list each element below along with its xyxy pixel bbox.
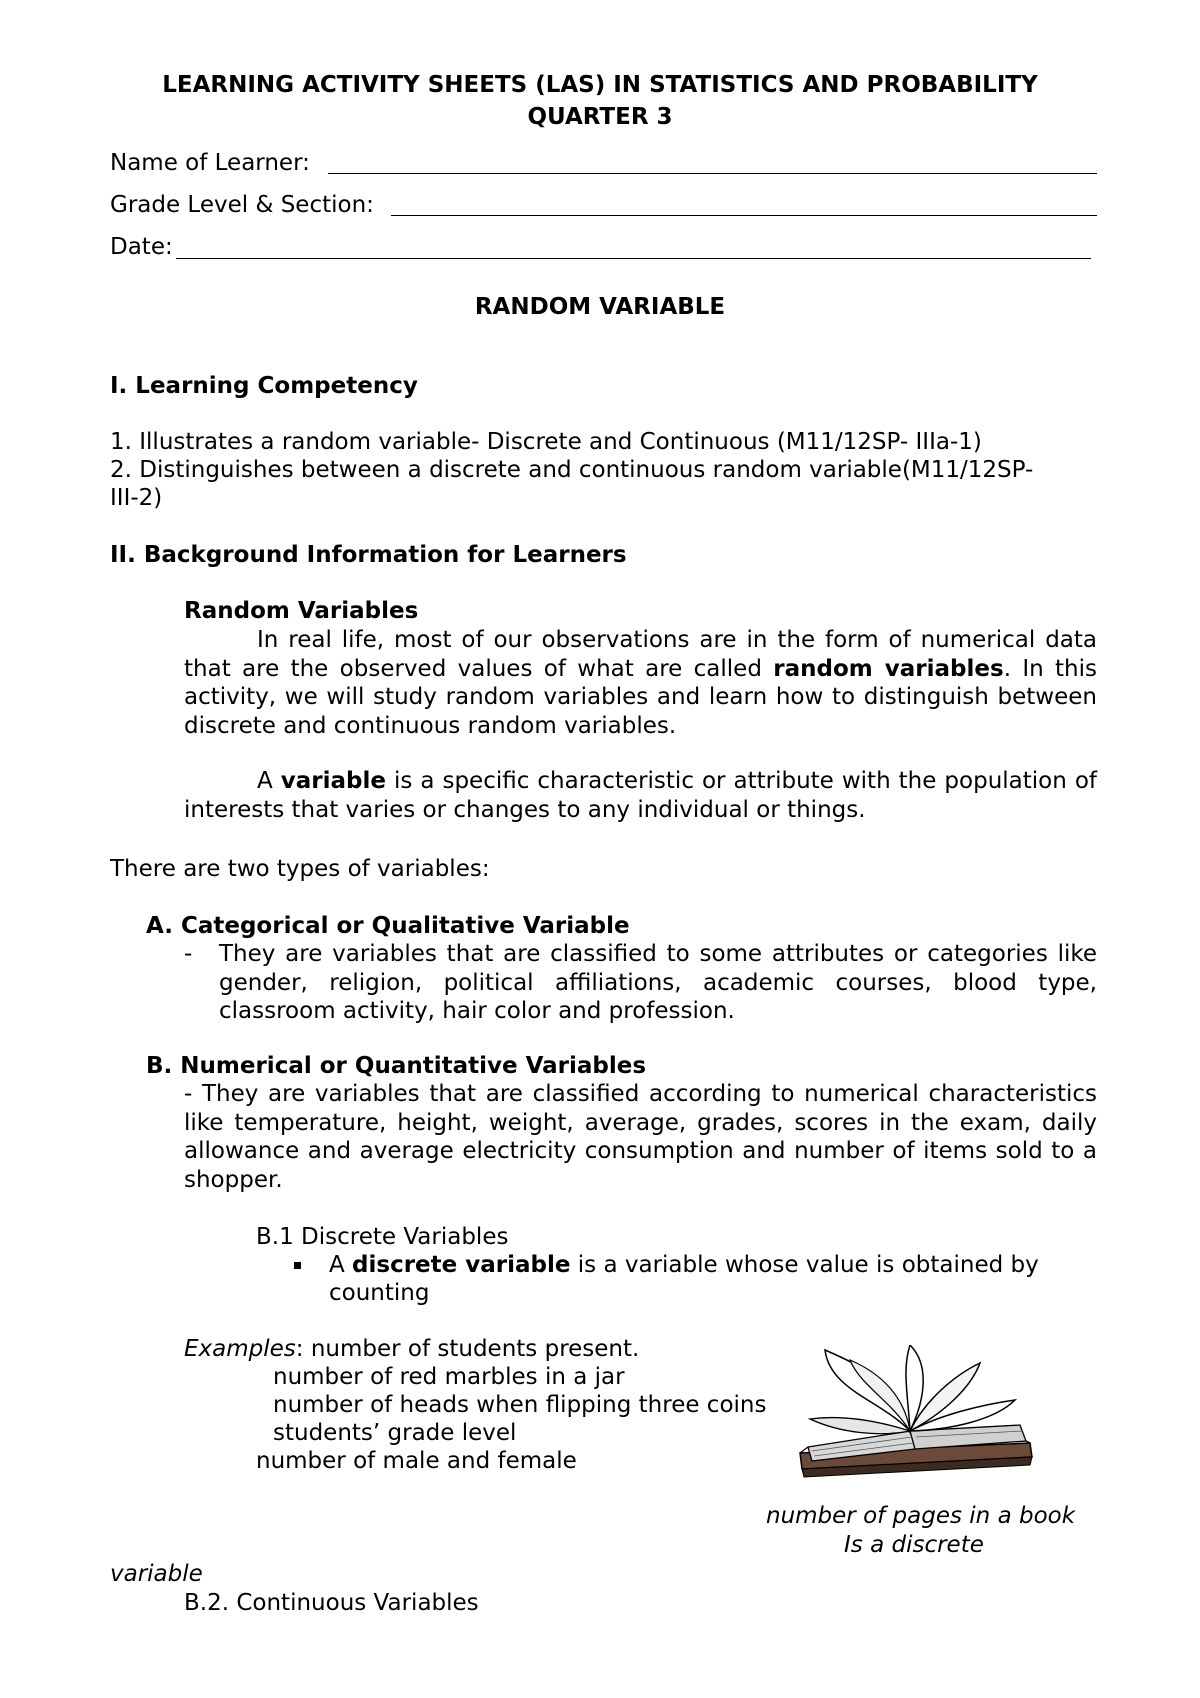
document-subtitle: QUARTER 3 [527, 104, 673, 130]
type-b-text [184, 1080, 1097, 1194]
examples-line [184, 1335, 639, 1363]
random-variables-paragraph [184, 626, 1097, 740]
example-item: number of red marbles in a jar [273, 1364, 625, 1390]
bullet-square-icon [294, 1251, 301, 1279]
date-label: Date: [110, 234, 173, 260]
name-line [328, 173, 1097, 174]
discrete-def-a: A [329, 1252, 353, 1278]
para2-text-b: is a specific characteristic or attribute with the population of interests that varies or changes to any individual or things. [184, 768, 1097, 823]
discrete-def-bold: discrete variable [352, 1252, 571, 1278]
section2-heading: II. Background Information for Learners [110, 542, 627, 568]
para1-bold: random variables [773, 655, 1004, 682]
discrete-def-b: is a variable whose value is obtained by [570, 1252, 1039, 1278]
example-item: students’ grade level [273, 1420, 517, 1446]
type-a-heading: A. Categorical or Qualitative Variable [146, 913, 630, 939]
b2-heading: B.2. Continuous Variables [184, 1590, 479, 1616]
type-a-text [219, 940, 1097, 1026]
name-label: Name of Learner: [110, 150, 310, 176]
discrete-definition-cont: counting [329, 1280, 430, 1306]
type-b-heading: B. Numerical or Quantitative Variables [146, 1053, 647, 1079]
discrete-definition [329, 1251, 1039, 1279]
para2-text-a: A [257, 768, 281, 794]
type-a-dash: - [184, 941, 193, 967]
grade-line [391, 215, 1097, 216]
caption-line-1: number of pages in a book [766, 1503, 1076, 1529]
caption-line-2: Is a discrete [844, 1532, 984, 1558]
grade-label: Grade Level & Section: [110, 192, 374, 218]
topic-title: RANDOM VARIABLE [474, 294, 726, 320]
para1-text-b: . In this activity, we will study random variables and learn how to distinguish between discrete and continuous random variables. [184, 655, 1098, 739]
examples-first: : number of students present. [295, 1336, 640, 1362]
random-variables-heading: Random Variables [184, 598, 419, 624]
type-b-description: - They are variables that are classified according to numerical characteristics like temperature, height, weight, average, grades, scores in the exam, daily allowance and average electricity consumption and number of items sold to a shopper. [184, 1081, 1097, 1193]
book-icon [790, 1345, 1040, 1495]
example-item: number of male and female [256, 1448, 577, 1474]
competency-item-2: 2. Distinguishes between a discrete and continuous random variable(M11/12SP- [110, 457, 1034, 483]
variable-definition-paragraph [184, 767, 1097, 824]
section1-heading: I. Learning Competency [110, 373, 418, 399]
competency-item-2-cont: III-2) [110, 485, 163, 511]
type-a-description: They are variables that are classified to some attributes or categories like gender, religion, political affiliations, academic courses, blood type, classroom activity, hair color and profession. [219, 941, 1097, 1024]
types-intro: There are two types of variables: [110, 856, 490, 882]
competency-item-1: 1. Illustrates a random variable- Discrete and Continuous (M11/12SP- IIIa-1) [110, 429, 982, 455]
examples-label: Examples [184, 1336, 296, 1362]
date-line [176, 258, 1091, 259]
para2-bold: variable [280, 768, 386, 794]
example-item: number of heads when flipping three coins [273, 1392, 767, 1418]
caption-line-3: variable [110, 1561, 203, 1587]
document-title: LEARNING ACTIVITY SHEETS (LAS) IN STATISTICS AND PROBABILITY [162, 72, 1038, 98]
b1-heading: B.1 Discrete Variables [256, 1224, 509, 1250]
para1-text-a: In real life, most of our observations are in the form of numerical data that are the observed values of what are called [184, 627, 1097, 682]
